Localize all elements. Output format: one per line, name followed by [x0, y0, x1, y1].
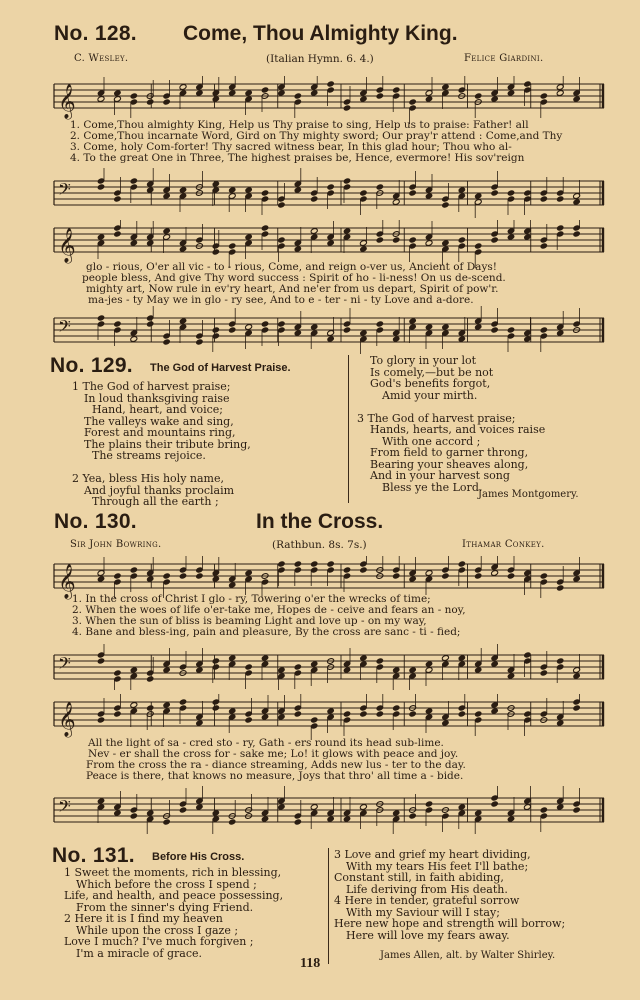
hymn-128-verse-3a: 3. Come, holy Com-forter! Thy sacred witness bear, In this glad hour; Thou who al-	[70, 141, 512, 153]
hymn-128-composer: Felice Giardini.	[464, 53, 544, 64]
hymn-131-stanzas-left	[64, 867, 283, 959]
poem-line: I'm a miracle of grace.	[76, 946, 203, 960]
poem-line: Love I much? I've much forgiven ;	[64, 935, 254, 948]
poem-line: The valleys wake and sing,	[84, 414, 234, 428]
hymn-128-verse-4b: ma-jes - ty May we in glo - ry see, And to e - ter - ni - ty Love and a-dore.	[88, 294, 474, 306]
hymn-130-verse-4b: Peace is there, that knows no measure, Joys that thro' all time a - bide.	[86, 770, 464, 782]
poem-line: Which before the cross I spend ;	[76, 877, 257, 891]
hymn-130-tune: (Rathbun. 8s. 7s.)	[272, 539, 367, 551]
svg-text:𝄞: 𝄞	[58, 84, 76, 119]
poem-line: From the sinner's dying Friend.	[76, 900, 254, 914]
hymn-130-verse-3b: From the cross the ra - diance streaming, Adds new lus - ter to the day.	[86, 759, 466, 771]
poem-line: In loud thanksgiving raise	[84, 391, 230, 405]
poem-line: Bless ye the Lord.	[382, 480, 483, 494]
hymn-128-verse-3b: mighty art, Now rule in ev'ry heart, And ne'er from us depart, Spirit of pow'r.	[86, 283, 499, 295]
hymn-130-verse-2b: Nev - er shall the cross for - sake me; Lo! it glows with peace and joy.	[88, 748, 459, 760]
hymn-128-verse-1a: 1. Come,Thou almighty King, Help us Thy praise to sing, Help us to praise: Father! all	[70, 119, 529, 131]
hymn-130-verse-4a: 4. Bane and bless-ing, pain and pleasure, By the cross are sanc - ti - fied;	[72, 626, 461, 638]
staff-bass	[52, 306, 608, 354]
hymn-129-attribution: James Montgomery.	[478, 489, 579, 500]
poem-line: 3 Love and grief my heart dividing,	[334, 848, 531, 861]
poem-line: 1 Sweet the moments, rich in blessing,	[64, 866, 282, 879]
svg-text:𝄢: 𝄢	[58, 653, 71, 677]
hymn-130-composer: Ithamar Conkey.	[462, 539, 545, 550]
hymn-130-verse-1a: 1. In the cross of Christ I glo - ry, Towering o'er the wrecks of time;	[72, 593, 431, 605]
poem-line: 1 The God of harvest praise;	[72, 380, 231, 393]
poem-line: Is comely,—but be not	[370, 365, 494, 379]
svg-text:𝄞: 𝄞	[58, 564, 76, 599]
poem-line: Here new hope and strength will borrow;	[334, 917, 566, 930]
poem-line: With my Saviour will I stay;	[346, 905, 500, 919]
hymn-131-number: No. 131.	[52, 844, 135, 867]
svg-text:𝄞: 𝄞	[58, 702, 76, 737]
poem-line: With one accord ;	[382, 434, 481, 448]
hymn-128-tune: (Italian Hymn. 6. 4.)	[266, 53, 374, 65]
page-number: 118	[300, 956, 321, 971]
hymn-128-verse-2a: 2. Come,Thou incarnate Word, Gird on Thy mighty sword; Our pray'r attend : Come,and Thy	[70, 130, 563, 142]
poem-line: The streams rejoice.	[92, 449, 206, 462]
poem-line: Bearing your sheaves along,	[370, 457, 529, 471]
hymn-128-verse-2b: people bless, And give Thy word success : Spirit of ho - li-ness! On us de-scend.	[82, 272, 506, 284]
staff-bass	[52, 168, 608, 218]
hymn-130-verse-1b: All the light of sa - cred sto - ry, Gath - ers round its head sub-lime.	[88, 737, 444, 749]
poem-line: 2 Yea, bless His holy name,	[72, 472, 224, 485]
poem-line: Constant still, in faith abiding,	[334, 871, 504, 884]
hymn-129-title: The God of Harvest Praise.	[150, 362, 291, 374]
svg-text:𝄢: 𝄢	[58, 316, 71, 340]
poem-line: Amid your mirth.	[382, 388, 478, 402]
svg-text:𝄢: 𝄢	[58, 179, 71, 203]
poem-line: With my tears His feet I'll bathe;	[346, 859, 529, 873]
hymn-129-stanzas-right	[357, 354, 546, 494]
poem-line: God's benefits forgot,	[370, 377, 491, 390]
poem-line: While upon the cross I gaze ;	[76, 923, 239, 937]
poem-line: Here will love my fears away.	[346, 928, 510, 942]
poem-line: Life, and health, and peace possessing,	[64, 889, 284, 902]
poem-line: Forest and mountains ring,	[84, 426, 236, 439]
hymn-128-verse-4a: 4. To the great One in Three, The highest praises be, Hence, evermore! His sov'reign	[70, 152, 525, 164]
hymn-130-verse-2a: 2. When the woes of life o'er-take me, Hopes de - ceive and fears an - noy,	[72, 604, 466, 616]
hymn-129-stanzas-left	[72, 381, 251, 508]
poem-line: Hands, hearts, and voices raise	[370, 423, 546, 436]
staff-bass	[52, 786, 608, 834]
poem-line: Through all the earth ;	[92, 495, 219, 508]
hymn-130-author: Sir John Bowring.	[70, 539, 162, 550]
hymn-128-verse-1b: glo - rious, O'er all vic - to - rious, Come, and reign o-ver us, Ancient of Days!	[86, 261, 497, 273]
hymn-130-verse-3a: 3. When the sun of bliss is beaming Light and love up - on my way,	[72, 615, 427, 627]
staff-treble	[52, 694, 608, 740]
hymn-128-number: No. 128.	[54, 22, 137, 45]
poem-line: Hand, heart, and voice;	[92, 403, 224, 416]
poem-line: The plains their tribute bring,	[84, 437, 251, 451]
column-divider	[348, 355, 349, 503]
svg-text:𝄢: 𝄢	[58, 796, 71, 820]
hymn-130-number: No. 130.	[54, 510, 137, 533]
hymn-131-title: Before His Cross.	[152, 851, 245, 863]
poem-line: Life deriving from His death.	[346, 882, 508, 896]
hymn-131-attribution: James Allen, alt. by Walter Shirley.	[380, 950, 556, 961]
poem-line: 3 The God of harvest praise;	[357, 411, 516, 425]
staff-bass	[52, 644, 608, 690]
hymn-128-title: Come, Thou Almighty King.	[183, 22, 458, 45]
column-divider	[328, 848, 329, 964]
hymn-128-author: C. Wesley.	[74, 53, 129, 64]
poem-line: 4 Here in tender, grateful sorrow	[334, 894, 520, 907]
hymn-130-title: In the Cross.	[256, 510, 384, 533]
poem-line: From field to garner throng,	[370, 446, 529, 459]
poem-line: And joyful thanks proclaim	[84, 483, 235, 497]
svg-text:𝄞: 𝄞	[58, 228, 76, 263]
poem-line: 2 Here it is I find my heaven	[64, 912, 223, 925]
hymn-131-stanzas-right	[334, 849, 565, 941]
poem-line: To glory in your lot	[370, 354, 477, 367]
poem-line: And in your harvest song	[370, 469, 510, 482]
hymn-129-number: No. 129.	[50, 354, 133, 377]
